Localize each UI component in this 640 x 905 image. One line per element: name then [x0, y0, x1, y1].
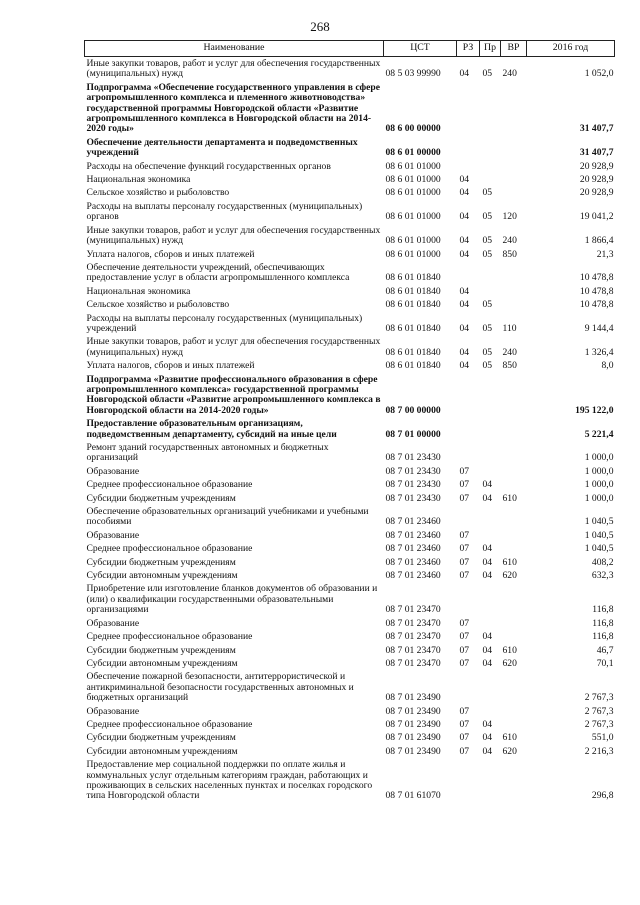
row-cst: 08 6 01 01000	[385, 160, 441, 172]
row-amount: 116,8	[592, 617, 614, 629]
row-cst: 08 7 01 23490	[385, 745, 441, 757]
table-row	[85, 137, 615, 161]
row-amount: 1 000,0	[584, 452, 614, 464]
row-name: Национальная экономика	[86, 285, 191, 297]
row-vr	[501, 82, 527, 137]
row-pr: 05	[482, 360, 493, 372]
table-row	[85, 530, 615, 543]
row-amount: 116,8	[592, 631, 614, 643]
row-vr	[501, 161, 527, 174]
row-cst: 08 7 01 23490	[385, 732, 441, 744]
table-row	[85, 57, 615, 82]
row-amount: 20 928,9	[579, 174, 614, 186]
row-pr	[480, 82, 501, 137]
row-name: Иные закупки товаров, работ и услуг для обеспечения государственных (муниципальных) нужд	[86, 224, 381, 247]
row-name: Расходы на выплаты персоналу государственных (муниципальных) учреждений	[86, 312, 363, 334]
row-pr: 04	[482, 657, 493, 669]
table-row	[85, 658, 615, 671]
table-row	[85, 506, 615, 530]
header-year: 2016 год	[527, 41, 615, 57]
row-pr: 04	[482, 745, 493, 757]
row-rz: 07	[459, 718, 470, 730]
row-pr	[480, 671, 501, 705]
row-rz	[457, 137, 480, 161]
row-rz: 04	[459, 299, 470, 311]
row-name: Среднее профессиональное образование	[86, 543, 253, 555]
row-name: Субсидии автономным учреждениям	[86, 570, 238, 582]
row-pr: 05	[482, 299, 493, 311]
row-cst: 08 6 01 01840	[385, 299, 441, 311]
row-name: Уплата налогов, сборов и иных платежей	[86, 360, 255, 372]
row-cst: 08 6 00 00000	[385, 123, 441, 135]
row-amount: 70,1	[596, 657, 614, 669]
row-cst: 08 6 01 01000	[385, 174, 441, 186]
row-vr	[501, 262, 527, 286]
table-row	[85, 313, 615, 337]
row-pr: 04	[482, 570, 493, 582]
row-pr: 04	[482, 479, 493, 491]
row-amount: 10 478,8	[579, 285, 614, 297]
row-vr	[501, 719, 527, 732]
table-row	[85, 174, 615, 187]
row-name: Образование	[86, 705, 140, 717]
row-name: Субсидии автономным учреждениям	[86, 745, 238, 757]
row-pr: 05	[482, 248, 493, 260]
row-pr: 05	[482, 322, 493, 334]
row-name: Образование	[86, 617, 140, 629]
table-body	[85, 57, 615, 804]
row-vr	[501, 618, 527, 631]
row-cst: 08 7 01 23430	[385, 452, 441, 464]
row-cst: 08 6 01 01840	[385, 272, 441, 284]
row-rz	[457, 82, 480, 137]
row-pr: 04	[482, 732, 493, 744]
table-row	[85, 418, 615, 442]
row-vr: 620	[502, 657, 517, 669]
row-cst: 08 7 01 23430	[385, 479, 441, 491]
row-pr	[480, 262, 501, 286]
row-rz: 04	[459, 360, 470, 372]
row-vr	[501, 543, 527, 556]
row-pr: 05	[482, 235, 493, 247]
row-name: Расходы на выплаты персоналу государственных (муниципальных) органов	[86, 200, 363, 223]
row-vr: 850	[502, 248, 517, 260]
row-pr	[480, 374, 501, 419]
header-vr: ВР	[501, 41, 527, 57]
row-amount: 1 000,0	[584, 492, 614, 504]
row-rz: 04	[459, 68, 470, 80]
row-pr	[480, 506, 501, 530]
row-vr	[501, 418, 527, 442]
row-name: Субсидии бюджетным учреждениям	[86, 556, 236, 568]
row-vr: 850	[502, 360, 517, 372]
row-pr	[480, 466, 501, 479]
row-name: Предоставление мер социальной поддержки по оплате жилья и коммунальных услуг отдельным категориям граждан, работающих и проживающих в сельских населенных пунктах и поселках городского типа Новгородской области	[86, 759, 373, 802]
row-amount: 10 478,8	[579, 272, 614, 284]
row-amount: 2 216,3	[584, 745, 614, 757]
table-row	[85, 360, 615, 373]
row-cst: 08 7 01 23490	[385, 692, 441, 704]
table-row	[85, 719, 615, 732]
header-row	[85, 41, 615, 57]
table-row	[85, 746, 615, 759]
row-amount: 116,8	[592, 604, 614, 616]
row-amount: 632,3	[591, 570, 614, 582]
row-name: Среднее профессиональное образование	[86, 631, 253, 643]
table-row	[85, 543, 615, 556]
row-pr	[480, 137, 501, 161]
row-rz: 07	[459, 705, 470, 717]
row-rz: 07	[459, 543, 470, 555]
row-amount: 31 407,7	[579, 123, 614, 135]
row-name: Иные закупки товаров, работ и услуг для обеспечения государственных (муниципальных) нужд	[86, 58, 381, 80]
table-row	[85, 299, 615, 312]
row-amount: 1 326,4	[584, 346, 614, 358]
table-row	[85, 225, 615, 249]
row-vr: 610	[502, 492, 517, 504]
table-row	[85, 442, 615, 466]
row-rz: 07	[459, 465, 470, 477]
row-vr	[501, 759, 527, 804]
row-rz: 04	[459, 346, 470, 358]
row-pr	[480, 161, 501, 174]
row-vr: 620	[502, 745, 517, 757]
row-rz: 07	[459, 570, 470, 582]
row-cst: 08 7 01 23460	[385, 556, 441, 568]
row-vr	[501, 174, 527, 187]
row-name: Субсидии бюджетным учреждениям	[86, 732, 236, 744]
row-cst: 08 6 01 01840	[385, 346, 441, 358]
row-pr	[480, 618, 501, 631]
row-cst: 08 6 01 01840	[385, 360, 441, 372]
row-pr: 04	[482, 631, 493, 643]
table-header	[85, 41, 615, 57]
row-pr	[480, 706, 501, 719]
row-rz	[457, 374, 480, 419]
row-pr: 05	[482, 211, 493, 223]
row-cst: 08 7 01 23490	[385, 705, 441, 717]
table-row	[85, 187, 615, 200]
row-cst: 08 7 01 00000	[385, 428, 441, 440]
row-vr	[501, 187, 527, 200]
row-vr	[501, 137, 527, 161]
row-pr: 05	[482, 187, 493, 199]
row-vr	[501, 671, 527, 705]
row-vr: 240	[502, 346, 517, 358]
row-cst: 08 6 01 00000	[385, 147, 441, 159]
row-vr	[501, 506, 527, 530]
row-amount: 195 122,0	[575, 404, 614, 416]
row-name: Иные закупки товаров, работ и услуг для обеспечения государственных (муниципальных) нужд	[86, 336, 381, 358]
row-amount: 296,8	[591, 790, 614, 802]
row-name: Субсидии бюджетным учреждениям	[86, 492, 236, 504]
row-pr: 04	[482, 543, 493, 555]
row-amount: 8,0	[601, 360, 614, 372]
row-vr: 110	[502, 322, 517, 334]
row-amount: 1 000,0	[584, 465, 614, 477]
row-rz: 07	[459, 529, 470, 541]
row-pr: 04	[482, 492, 493, 504]
row-cst: 08 5 03 99990	[385, 68, 441, 80]
table-row	[85, 583, 615, 617]
row-amount: 31 407,7	[579, 147, 614, 159]
row-rz	[457, 262, 480, 286]
row-cst: 08 6 01 01840	[385, 322, 441, 334]
row-name: Сельское хозяйство и рыболовство	[86, 299, 230, 311]
row-vr	[501, 286, 527, 299]
row-rz	[457, 671, 480, 705]
row-pr: 04	[482, 556, 493, 568]
row-rz: 04	[459, 235, 470, 247]
row-rz: 07	[459, 644, 470, 656]
table-row	[85, 732, 615, 745]
row-amount: 9 144,4	[584, 322, 614, 334]
row-name: Образование	[86, 465, 140, 477]
row-vr	[501, 466, 527, 479]
row-rz	[457, 161, 480, 174]
row-cst: 08 7 01 23470	[385, 631, 441, 643]
row-name: Обеспечение образовательных организаций учебниками и учебными пособиями	[86, 506, 369, 528]
row-vr	[501, 479, 527, 492]
row-rz	[457, 759, 480, 804]
row-vr: 120	[502, 211, 517, 223]
row-amount: 1 866,4	[584, 235, 614, 247]
row-name: Субсидии бюджетным учреждениям	[86, 644, 236, 656]
row-amount: 20 928,9	[579, 160, 614, 172]
row-rz: 07	[459, 631, 470, 643]
row-rz	[457, 506, 480, 530]
table-row	[85, 201, 615, 225]
row-pr	[480, 418, 501, 442]
row-vr	[501, 442, 527, 466]
row-cst: 08 7 01 23460	[385, 516, 441, 528]
row-pr	[480, 530, 501, 543]
row-rz	[457, 418, 480, 442]
row-amount: 1 000,0	[584, 479, 614, 491]
table-row	[85, 286, 615, 299]
row-rz: 04	[459, 174, 470, 186]
row-amount: 2 767,3	[584, 718, 614, 730]
row-amount: 1 052,0	[584, 68, 614, 80]
header-name: Наименование	[85, 41, 384, 57]
row-name: Среднее профессиональное образование	[86, 479, 253, 491]
table-row	[85, 374, 615, 419]
row-pr	[480, 442, 501, 466]
row-amount: 10 478,8	[579, 299, 614, 311]
row-name: Приобретение или изготовление бланков документов об образовании и (или) о квалификации государственными образовательными организациями	[86, 583, 378, 616]
table-row	[85, 645, 615, 658]
row-cst: 08 7 01 23460	[385, 570, 441, 582]
table-row	[85, 631, 615, 644]
table-row	[85, 570, 615, 583]
row-amount: 2 767,3	[584, 692, 614, 704]
row-name: Обеспечение деятельности учреждений, обеспечивающих предоставление услуг в области агропромышленного комплекса	[86, 261, 350, 284]
row-name: Национальная экономика	[86, 174, 191, 186]
row-rz: 04	[459, 248, 470, 260]
row-vr	[501, 706, 527, 719]
row-rz: 07	[459, 657, 470, 669]
row-amount: 5 221,4	[584, 428, 614, 440]
table-row	[85, 557, 615, 570]
table-row	[85, 466, 615, 479]
budget-table	[84, 40, 615, 804]
page-number: 268	[310, 19, 330, 34]
row-rz: 04	[459, 187, 470, 199]
row-amount: 20 928,9	[579, 187, 614, 199]
row-cst: 08 7 00 00000	[385, 404, 441, 416]
table-row	[85, 618, 615, 631]
row-cst: 08 6 01 01000	[385, 187, 441, 199]
row-cst: 08 6 01 01840	[385, 285, 441, 297]
row-rz: 07	[459, 479, 470, 491]
row-name: Расходы на обеспечение функций государственных органов	[86, 160, 331, 172]
row-pr: 05	[482, 68, 493, 80]
row-amount: 2 767,3	[584, 705, 614, 717]
table-row	[85, 493, 615, 506]
row-cst: 08 7 01 61070	[385, 790, 441, 802]
row-amount: 408,2	[591, 556, 614, 568]
table-row	[85, 759, 615, 804]
table-row	[85, 82, 615, 137]
row-vr	[501, 631, 527, 644]
row-amount: 1 040,5	[584, 529, 614, 541]
row-rz: 04	[459, 211, 470, 223]
row-cst: 08 7 01 23430	[385, 492, 441, 504]
table-row	[85, 161, 615, 174]
table-row	[85, 249, 615, 262]
row-vr: 610	[502, 732, 517, 744]
row-rz	[457, 583, 480, 617]
row-rz	[457, 442, 480, 466]
row-pr: 04	[482, 644, 493, 656]
row-cst: 08 7 01 23460	[385, 529, 441, 541]
row-amount: 1 040,5	[584, 543, 614, 555]
row-vr: 610	[502, 556, 517, 568]
row-rz: 07	[459, 617, 470, 629]
row-name: Обеспечение пожарной безопасности, антитеррористической и антикриминальной безопасности государственных автономных и бюджетных организаций	[86, 671, 354, 704]
row-name: Обеспечение деятельности департамента и подведомственных учреждений	[86, 136, 358, 159]
row-pr	[480, 174, 501, 187]
table-row	[85, 336, 615, 360]
row-cst: 08 6 01 01000	[385, 211, 441, 223]
row-cst: 08 7 01 23470	[385, 604, 441, 616]
row-vr	[501, 530, 527, 543]
row-rz: 07	[459, 556, 470, 568]
row-cst: 08 6 01 01000	[385, 248, 441, 260]
row-cst: 08 7 01 23470	[385, 644, 441, 656]
row-amount: 21,3	[596, 248, 614, 260]
row-name: Уплата налогов, сборов и иных платежей	[86, 248, 255, 260]
row-amount: 551,0	[591, 732, 614, 744]
row-cst: 08 7 01 23490	[385, 718, 441, 730]
row-rz: 04	[459, 322, 470, 334]
row-amount: 46,7	[596, 644, 614, 656]
row-amount: 1 040,5	[584, 516, 614, 528]
row-vr	[501, 583, 527, 617]
header-pr: Пр	[480, 41, 501, 57]
row-cst: 08 7 01 23460	[385, 543, 441, 555]
table-row	[85, 262, 615, 286]
row-name: Сельское хозяйство и рыболовство	[86, 187, 230, 199]
row-name: Субсидии автономным учреждениям	[86, 657, 238, 669]
row-cst: 08 7 01 23470	[385, 657, 441, 669]
row-name: Подпрограмма «Обеспечение государственного управления в сфере агропромышленного комплекса и племенного животноводства» государственной программы Новгородской области «Развитие агропромышленного комплекса в Новгородской области на 2014-2020 годы»	[86, 81, 380, 135]
row-rz: 04	[459, 285, 470, 297]
row-vr: 240	[502, 68, 517, 80]
row-vr: 610	[502, 644, 517, 656]
row-amount: 19 041,2	[579, 211, 614, 223]
row-cst: 08 6 01 01000	[385, 235, 441, 247]
table-row	[85, 671, 615, 705]
row-vr	[501, 374, 527, 419]
row-rz: 07	[459, 492, 470, 504]
row-vr: 240	[502, 235, 517, 247]
row-cst: 08 7 01 23430	[385, 465, 441, 477]
row-name: Среднее профессиональное образование	[86, 718, 253, 730]
row-name: Предоставление образовательным организациям, подведомственным департаменту, субсидий на иные цели	[86, 418, 337, 440]
row-name: Ремонт зданий государственных автономных и бюджетных организаций	[86, 442, 329, 464]
row-vr: 620	[502, 570, 517, 582]
table-row	[85, 706, 615, 719]
row-pr	[480, 583, 501, 617]
header-cst: ЦСТ	[384, 41, 457, 57]
row-pr	[480, 286, 501, 299]
row-pr	[480, 759, 501, 804]
row-rz: 07	[459, 732, 470, 744]
row-name: Подпрограмма «Развитие профессионального образования в сфере агропромышленного комплекса» государственной программы Новгородской области «Развитие агропромышленного комплекса в Новгородской области на 2014-2020 годы»	[86, 373, 381, 416]
row-vr	[501, 299, 527, 312]
row-pr: 04	[482, 718, 493, 730]
row-cst: 08 7 01 23470	[385, 617, 441, 629]
row-pr: 05	[482, 346, 493, 358]
row-name: Образование	[86, 529, 140, 541]
header-rz: РЗ	[457, 41, 480, 57]
table-row	[85, 479, 615, 492]
row-rz: 07	[459, 745, 470, 757]
